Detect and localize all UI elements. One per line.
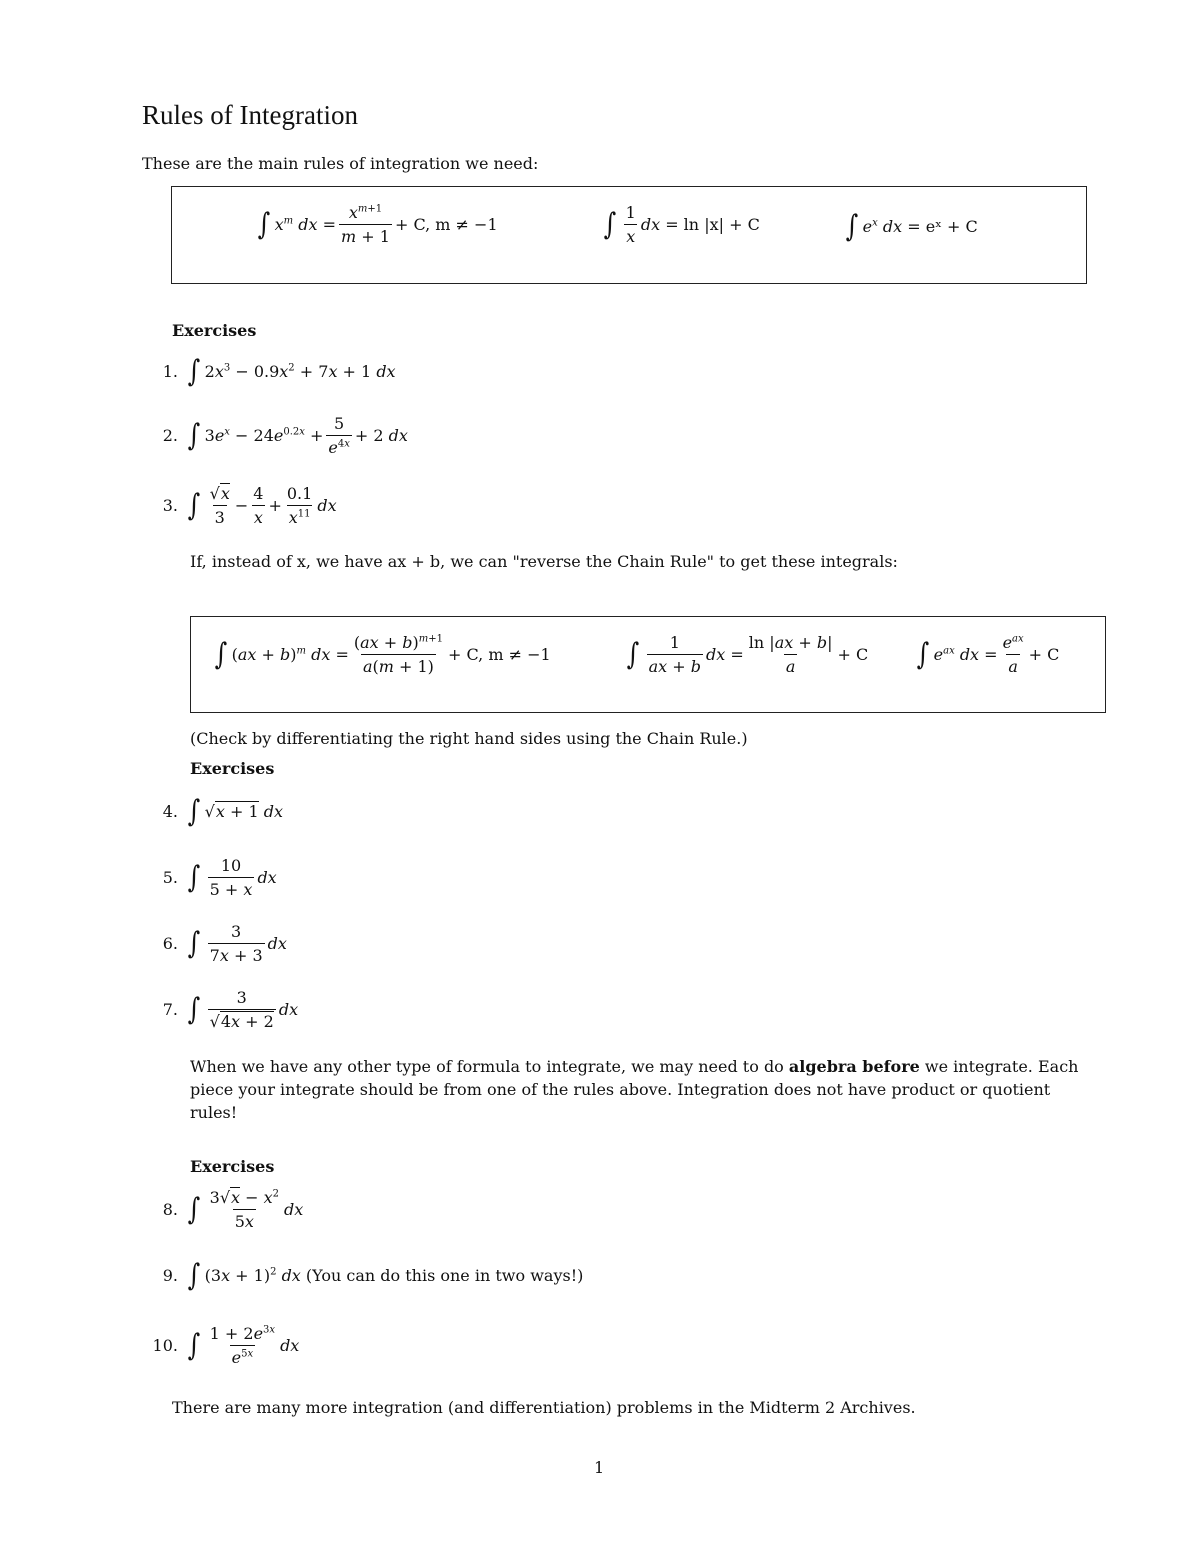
exercise-10: 10. ∫ $\frac{1 + 2e^{3x}}{e^{5x}}$ dx (152, 1324, 300, 1367)
exercise-2: 2. ∫ $3e^x - 24e^{0.2x}$ + $\frac{5}{e^{4x}}$ + 2 dx (162, 414, 408, 457)
exercises-heading-2: Exercises (190, 759, 275, 778)
integral-sign-icon: ∫ (187, 354, 201, 389)
exp-rule: ∫ $e^x$ dx = eˣ + C (845, 209, 978, 244)
chain-log-tail: + C (837, 645, 869, 664)
integral-sign-icon: ∫ (603, 207, 617, 242)
chain-intro: If, instead of x, we have ax + b, we can "reverse the Chain Rule" to get these integrals: (190, 552, 898, 571)
page-title: Rules of Integration (142, 100, 358, 130)
exercise-7: 7. ∫ $\frac{3}{√4x + 2}$ dx (162, 988, 299, 1031)
integral-sign-icon: ∫ (257, 207, 271, 242)
integral-sign-icon: ∫ (626, 637, 640, 672)
chain-exp-rule: ∫ $e^{ax}$ dx = $\frac{e^{ax}}{a}$ + C (916, 633, 1060, 676)
integral-sign-icon: ∫ (187, 1192, 201, 1227)
integral-sign-icon: ∫ (187, 488, 201, 523)
check-note: (Check by differentiating the right hand sides using the Chain Rule.) (190, 729, 748, 748)
integral-sign-icon: ∫ (845, 209, 859, 244)
integral-sign-icon: ∫ (187, 926, 201, 961)
chain-power-rule: ∫ (ax + b)$^m$ dx = $\frac{(ax + b)^{m+1}}{a(m + 1)}$ + C, m ≠ −1 (214, 633, 551, 676)
chain-exp-tail: + C (1028, 645, 1060, 664)
basic-rules-box (171, 186, 1087, 284)
integral-sign-icon: ∫ (187, 1328, 201, 1363)
log-rule: ∫ $\frac{1}{x}$ dx = ln |x| + C (603, 203, 760, 246)
power-rule-tail: + C, m ≠ −1 (394, 215, 498, 234)
integral-sign-icon: ∫ (916, 637, 930, 672)
algebra-before-bold: algebra before (788, 1057, 920, 1076)
exercise-3: 3. ∫ $\frac{√x}{3}$ − $\frac{4}{x}$ + $\frac{0.1}{x^{11}}$ dx (162, 484, 337, 527)
intro-text: These are the main rules of integration we need: (142, 154, 539, 173)
page-number: 1 (594, 1458, 605, 1477)
closing-note: There are many more integration (and differentiation) problems in the Midterm 2 Archives. (172, 1398, 916, 1417)
integral-sign-icon: ∫ (187, 860, 201, 895)
chain-power-tail: + C, m ≠ −1 (448, 645, 551, 664)
chain-log-rule: ∫ $\frac{1}{ax + b}$ dx = $\frac{\ln |ax + b|}{a}$ + C (626, 633, 869, 676)
exercises-heading-3: Exercises (190, 1157, 275, 1176)
exercise-6: 6. ∫ $\frac{3}{7x + 3}$ dx (162, 922, 287, 965)
exercise-5: 5. ∫ $\frac{10}{5 + x}$ dx (162, 856, 277, 899)
integral-sign-icon: ∫ (214, 637, 228, 672)
algebra-paragraph: When we have any other type of formula to integrate, we may need to do algebra before we integrate. Each piece your integrate should be from one of the rules above. Integration does not have product or quotient rules! (190, 1057, 1079, 1122)
chain-rules-box (190, 616, 1106, 713)
integral-sign-icon: ∫ (187, 992, 201, 1027)
exercise-9: 9. ∫ $(3x + 1)^2$ dx (You can do this one in two ways!) (162, 1258, 584, 1293)
exercise-8: 8. ∫ $\frac{3√x - x^2}{5x}$ dx (162, 1188, 304, 1231)
log-rule-rhs: = ln |x| + C (665, 215, 760, 234)
power-rule: ∫ $x^m$ dx = $\frac{x^{m+1}}{m + 1}$ + C, m ≠ −1 (257, 203, 498, 246)
integral-sign-icon: ∫ (187, 794, 201, 829)
exercise-4: 4. ∫ √x + 1 dx (162, 794, 283, 829)
integral-sign-icon: ∫ (187, 1258, 201, 1293)
exercise-9-note: (You can do this one in two ways!) (305, 1266, 584, 1285)
integral-sign-icon: ∫ (187, 418, 201, 453)
exercise-1: 1. ∫ $2x^3 - 0.9x^2 + 7x + 1$ dx (162, 354, 396, 389)
exercises-heading-1: Exercises (172, 321, 257, 340)
exp-rule-rhs: = eˣ + C (907, 217, 978, 236)
